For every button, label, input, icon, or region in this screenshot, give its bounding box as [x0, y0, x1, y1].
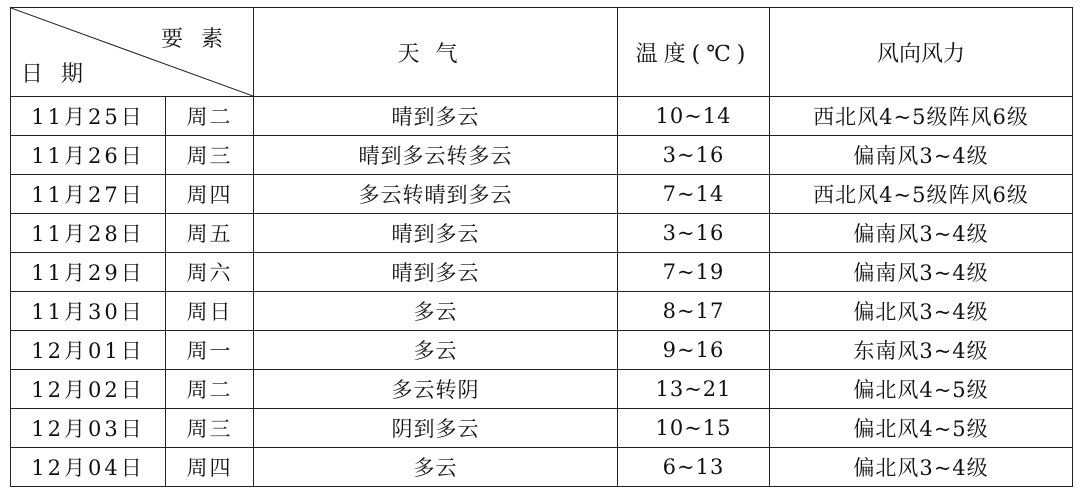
date-cell: 11月25日 — [11, 97, 166, 136]
weekday-cell: 周二 — [166, 97, 254, 136]
header-row — [11, 8, 1073, 97]
date-cell: 12月03日 — [11, 409, 166, 448]
header-temperature: 温度(℃) — [618, 8, 770, 97]
date-cell: 11月26日 — [11, 136, 166, 175]
weather-cell: 多云 — [254, 448, 618, 487]
date-cell: 11月27日 — [11, 175, 166, 214]
table-row — [11, 214, 1073, 253]
temperature-cell: 10~14 — [618, 97, 770, 136]
weather-cell: 晴到多云 — [254, 214, 618, 253]
weekday-cell: 周二 — [166, 370, 254, 409]
wind-cell: 偏北风4~5级 — [770, 370, 1073, 409]
date-cell: 11月29日 — [11, 253, 166, 292]
date-cell: 12月01日 — [11, 331, 166, 370]
wind-cell: 偏北风4~5级 — [770, 409, 1073, 448]
weekday-cell: 周日 — [166, 292, 254, 331]
table-row — [11, 97, 1073, 136]
table-row — [11, 175, 1073, 214]
weekday-cell: 周四 — [166, 175, 254, 214]
weather-cell: 晴到多云 — [254, 97, 618, 136]
forecast-table — [10, 7, 1073, 487]
temperature-cell: 10~15 — [618, 409, 770, 448]
corner-element-label: 要素 — [160, 27, 241, 52]
temperature-cell: 7~14 — [618, 175, 770, 214]
table-row — [11, 409, 1073, 448]
wind-cell: 偏北风3~4级 — [770, 292, 1073, 331]
table-row — [11, 253, 1073, 292]
temperature-cell: 6~13 — [618, 448, 770, 487]
weekday-cell: 周五 — [166, 214, 254, 253]
header-weather: 天气 — [254, 8, 618, 97]
weekday-cell: 周四 — [166, 448, 254, 487]
diagonal-header-cell — [11, 8, 254, 97]
table-row — [11, 448, 1073, 487]
table-row — [11, 331, 1073, 370]
header-wind: 风向风力 — [770, 8, 1073, 97]
wind-cell: 东南风3~4级 — [770, 331, 1073, 370]
corner-date-label: 日期 — [21, 62, 102, 87]
weather-cell: 多云转晴到多云 — [254, 175, 618, 214]
weekday-cell: 周三 — [166, 136, 254, 175]
table-row — [11, 370, 1073, 409]
date-cell: 11月28日 — [11, 214, 166, 253]
wind-cell: 偏南风3~4级 — [770, 253, 1073, 292]
wind-cell: 偏北风3~4级 — [770, 448, 1073, 487]
temperature-cell: 7~19 — [618, 253, 770, 292]
date-cell: 11月30日 — [11, 292, 166, 331]
temperature-cell: 9~16 — [618, 331, 770, 370]
temperature-cell: 3~16 — [618, 136, 770, 175]
weekday-cell: 周六 — [166, 253, 254, 292]
weather-cell: 多云转阴 — [254, 370, 618, 409]
wind-cell: 西北风4~5级阵风6级 — [770, 175, 1073, 214]
wind-cell: 偏南风3~4级 — [770, 136, 1073, 175]
wind-cell: 偏南风3~4级 — [770, 214, 1073, 253]
date-cell: 12月04日 — [11, 448, 166, 487]
weekday-cell: 周三 — [166, 409, 254, 448]
weather-cell: 晴到多云 — [254, 253, 618, 292]
temperature-cell: 3~16 — [618, 214, 770, 253]
weather-cell: 多云 — [254, 292, 618, 331]
weekday-cell: 周一 — [166, 331, 254, 370]
table-row — [11, 292, 1073, 331]
wind-cell: 西北风4~5级阵风6级 — [770, 97, 1073, 136]
temperature-cell: 8~17 — [618, 292, 770, 331]
date-cell: 12月02日 — [11, 370, 166, 409]
temperature-cell: 13~21 — [618, 370, 770, 409]
weather-cell: 晴到多云转多云 — [254, 136, 618, 175]
weather-cell: 阴到多云 — [254, 409, 618, 448]
table-row — [11, 136, 1073, 175]
weather-cell: 多云 — [254, 331, 618, 370]
